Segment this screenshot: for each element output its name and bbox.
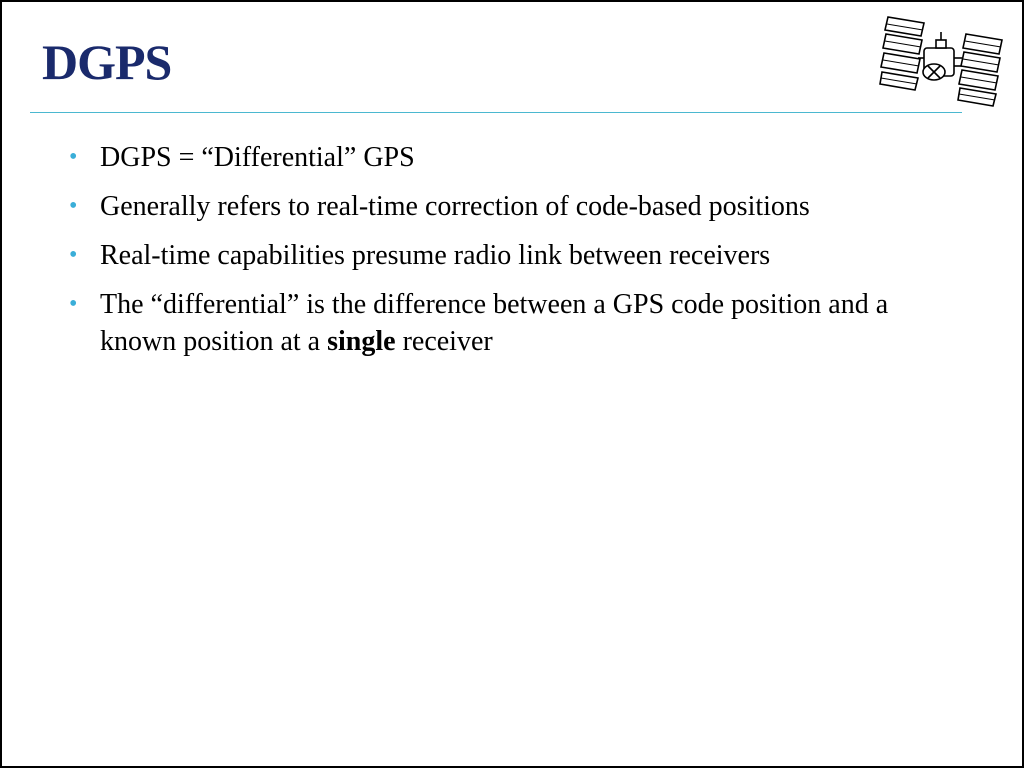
bullet-text-emphasis: single: [327, 326, 396, 357]
bullet-marker: •: [69, 291, 78, 317]
bullet-item: [60, 188, 960, 225]
bullet-item: [60, 286, 960, 360]
bullet-text-part: receiver: [395, 326, 493, 357]
bullet-text: DGPS = “Differential” GPS: [100, 142, 415, 173]
bullet-marker: •: [69, 193, 78, 219]
bullet-text: Generally refers to real-time correction of code-based positions: [100, 191, 810, 222]
bullet-text-part: The “differential” is the difference between a GPS code position and a known position at a: [100, 289, 889, 357]
bullet-list: [60, 139, 960, 372]
satellite-icon: [878, 14, 1008, 110]
title-divider: [30, 112, 962, 113]
bullet-text: [100, 289, 888, 357]
bullet-text: Real-time capabilities presume radio link between receivers: [100, 240, 771, 271]
bullet-marker: •: [69, 144, 78, 170]
bullet-item: [60, 237, 960, 274]
slide-title: DGPS: [42, 34, 172, 90]
bullet-item: [60, 139, 960, 176]
bullet-marker: •: [69, 242, 78, 268]
